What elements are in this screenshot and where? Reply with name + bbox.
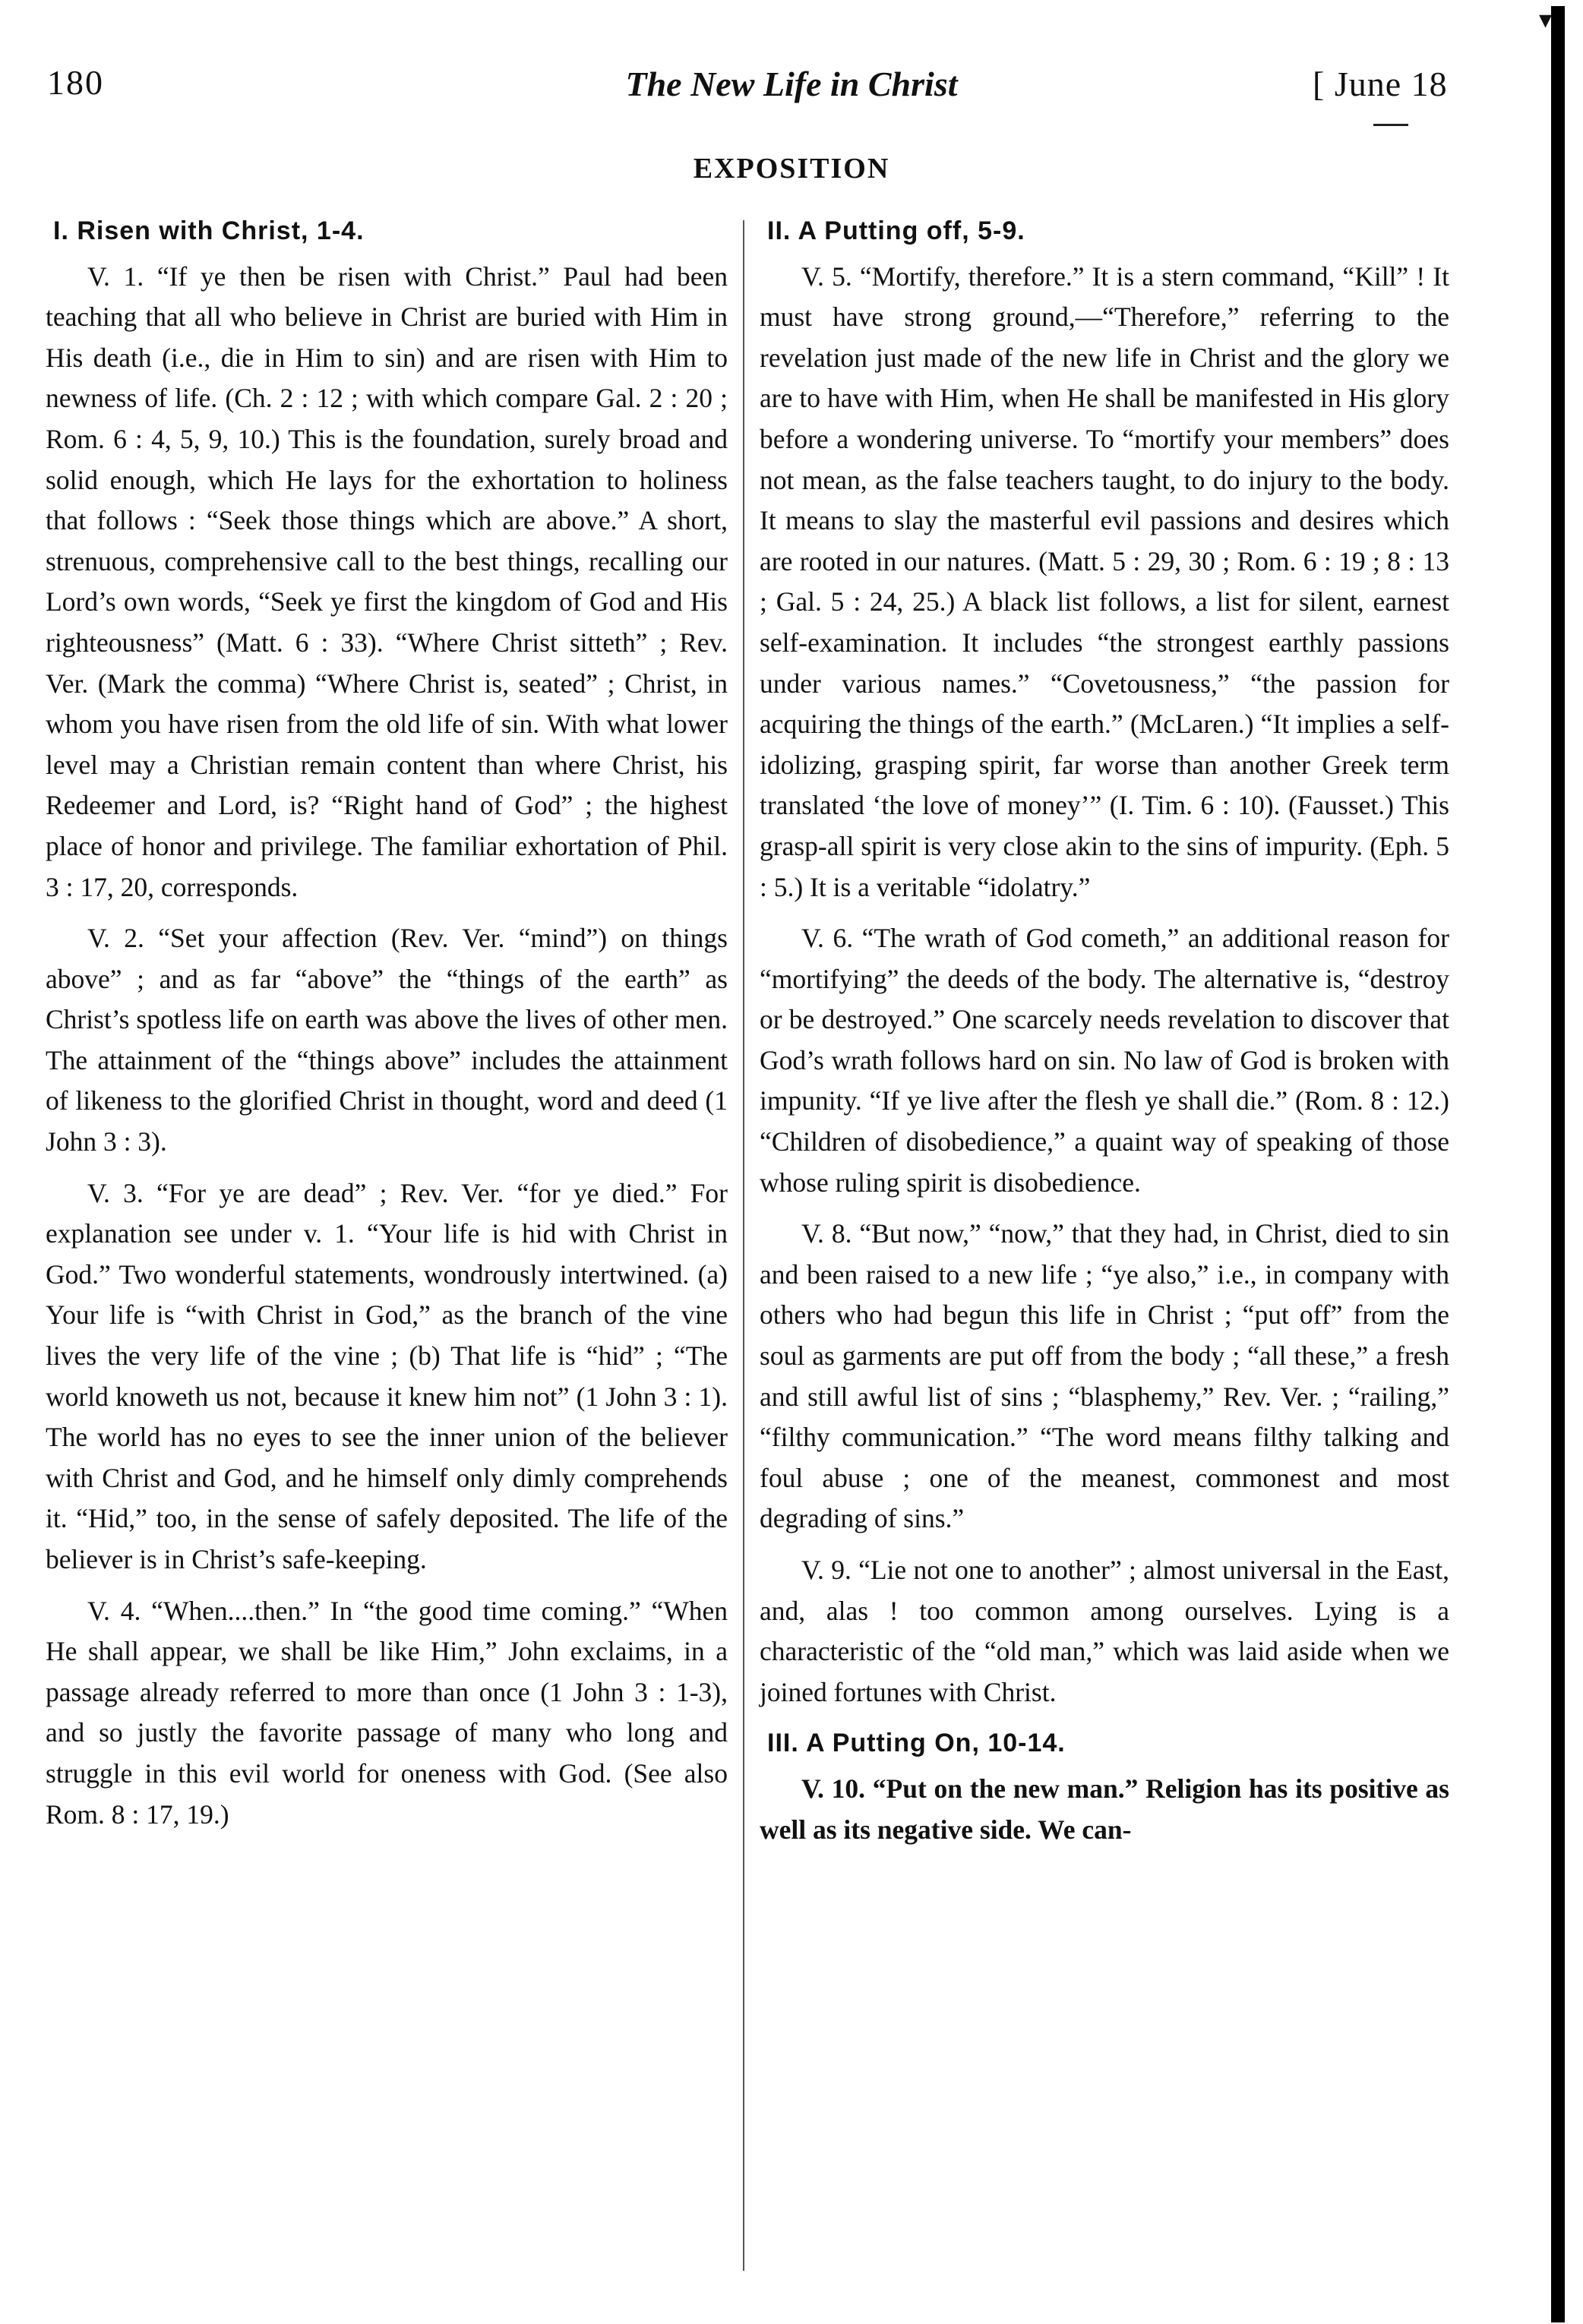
verse-9-paragraph: V. 9. “Lie not one to another” ; almost universal in the East, and, alas ! too common among ourselves. Lying is a characteristic of the “old man,” which was laid aside when we joined fortunes with Christ. [760, 1555, 1449, 1707]
running-title: The New Life in Christ [625, 65, 958, 103]
verse-1-paragraph: V. 1. “If ye then be risen with Christ.” Paul had been teaching that all who believe in Christ are buried with Him in His death (i.e., die in Him to sin) and are risen with Him to newness of life. (Ch. 2 : 12 ; with which compare Gal. 2 : 20 ; Rom. 6 : 4, 5, 9, 10.) This is the foundation, surely broad and solid enough, which He lays for the exhortation to holiness that follows : “Seek those things which are above.” A short, strenuous, comprehensive call to the best things, recalling our Lord’s own words, “Seek ye first the kingdom of God and His righteousness” (Matt. 6 : 33). “Where Christ sitteth” ; Rev. Ver. (Mark the comma) “Where Christ is, seated” ; Christ, in whom you have risen from the old life of sin. With what lower level may a Christian remain content than where Christ, his Redeemer and Lord, is? “Right hand of God” ; the highest place of honor and privilege. The familiar exhortation of Phil. 3 : 17, 20, corresponds. [46, 261, 728, 902]
verse-6-paragraph: V. 6. “The wrath of God cometh,” an additional reason for “mortifying” the deeds of the body. The alternative is, “destroy or be destroyed.” One scarcely needs revelation to discover that God’s wrath follows hard on sin. No law of God is broken with impunity. “If ye live after the flesh ye shall die.” (Rom. 8 : 12.) “Children of disobedience,” a quaint way of speaking of those whose ruling spirit is disobedience. [760, 923, 1449, 1198]
section-heading-putting-off: II. A Putting off, 5-9. [767, 216, 1025, 245]
scanned-page-edge [1551, 6, 1565, 2322]
date-underline [1373, 124, 1408, 126]
verse-4-paragraph: V. 4. “When....then.” In “the good time coming.” “When He shall appear, we shall be like Him,” John exclaims, in a passage already referred to more than once (1 John 3 : 1-3), and so justly the favorite passage of many who long and struggle in this evil world for oneness with God. (See also Rom. 8 : 17, 19.) [46, 1595, 728, 1830]
right-column [760, 211, 1449, 1850]
verse-2-paragraph: V. 2. “Set your affection (Rev. Ver. “mind”) on things above” ; and as far “above” the “things of the earth” as Christ’s spotless life on earth was above the lives of other men. The attainment of the “things above” includes the attainment of likeness to the glorified Christ in thought, word and deed (1 John 3 : 3). [46, 923, 728, 1157]
section-heading-risen-with-christ: I. Risen with Christ, 1-4. [53, 216, 365, 245]
verse-8-paragraph: V. 8. “But now,” “now,” that they had, in Christ, died to sin and been raised to a new life ; “ye also,” i.e., in company with others who had begun this life in Christ ; “put off” from the soul as garments are put off from the body ; “all these,” a fresh and still awful list of sins ; “blasphemy,” Rev. Ver. ; “railing,” “filthy communication.” “The word means filthy talking and foul abuse ; one of the meanest, commonest and most degrading of sins.” [760, 1218, 1449, 1534]
column-divider [743, 220, 744, 2271]
running-date: [ June 18 [1313, 65, 1448, 103]
section-heading-putting-on: III. A Putting On, 10-14. [767, 1729, 1066, 1758]
left-column [46, 211, 728, 1835]
page-number: 180 [47, 63, 104, 102]
down-arrow-icon: ▾ [1539, 6, 1553, 34]
exposition-heading: EXPOSITION [693, 153, 890, 185]
verse-10-paragraph: V. 10. “Put on the new man.” Religion has its positive as well as its negative side. We can- [760, 1773, 1449, 1845]
verse-5-paragraph: V. 5. “Mortify, therefore.” It is a stern command, “Kill” ! It must have strong ground,—“Therefore,” referring to the revelation just made of the new life in Christ and the glory we are to have with Him, when He shall be manifested in His glory before a wondering universe. To “mortify your members” does not mean, as the false teachers taught, to do injury to the body. It means to slay the masterful evil passions and desires which are rooted in our natures. (Matt. 5 : 29, 30 ; Rom. 6 : 19 ; 8 : 13 ; Gal. 5 : 24, 25.) A black list follows, a list for silent, earnest self-examination. It includes “the strongest earthly passions under various names.” “Covetousness,” “the passion for acquiring the things of the earth.” (McLaren.) “It implies a self-idolizing, grasping spirit, far worse than another Greek term translated ‘the love of money’” (I. Tim. 6 : 10). (Fausset.) This grasp-all spirit is very close akin to the sins of impurity. (Eph. 5 : 5.) It is a veritable “idolatry.” [760, 261, 1449, 902]
verse-3-paragraph: V. 3. “For ye are dead” ; Rev. Ver. “for ye died.” For explanation see under v. 1. “Your life is hid with Christ in God.” Two wonderful statements, wondrously intertwined. (a) Your life is “with Christ in God,” as the branch of the vine lives the very life of the vine ; (b) That life is “hid” ; “The world knoweth us not, because it knew him not” (1 John 3 : 1). The world has no eyes to see the inner union of the believer with Christ and God, and he himself only dimly comprehends it. “Hid,” too, in the sense of safely deposited. The life of the believer is in Christ’s safe-keeping. [46, 1177, 728, 1574]
